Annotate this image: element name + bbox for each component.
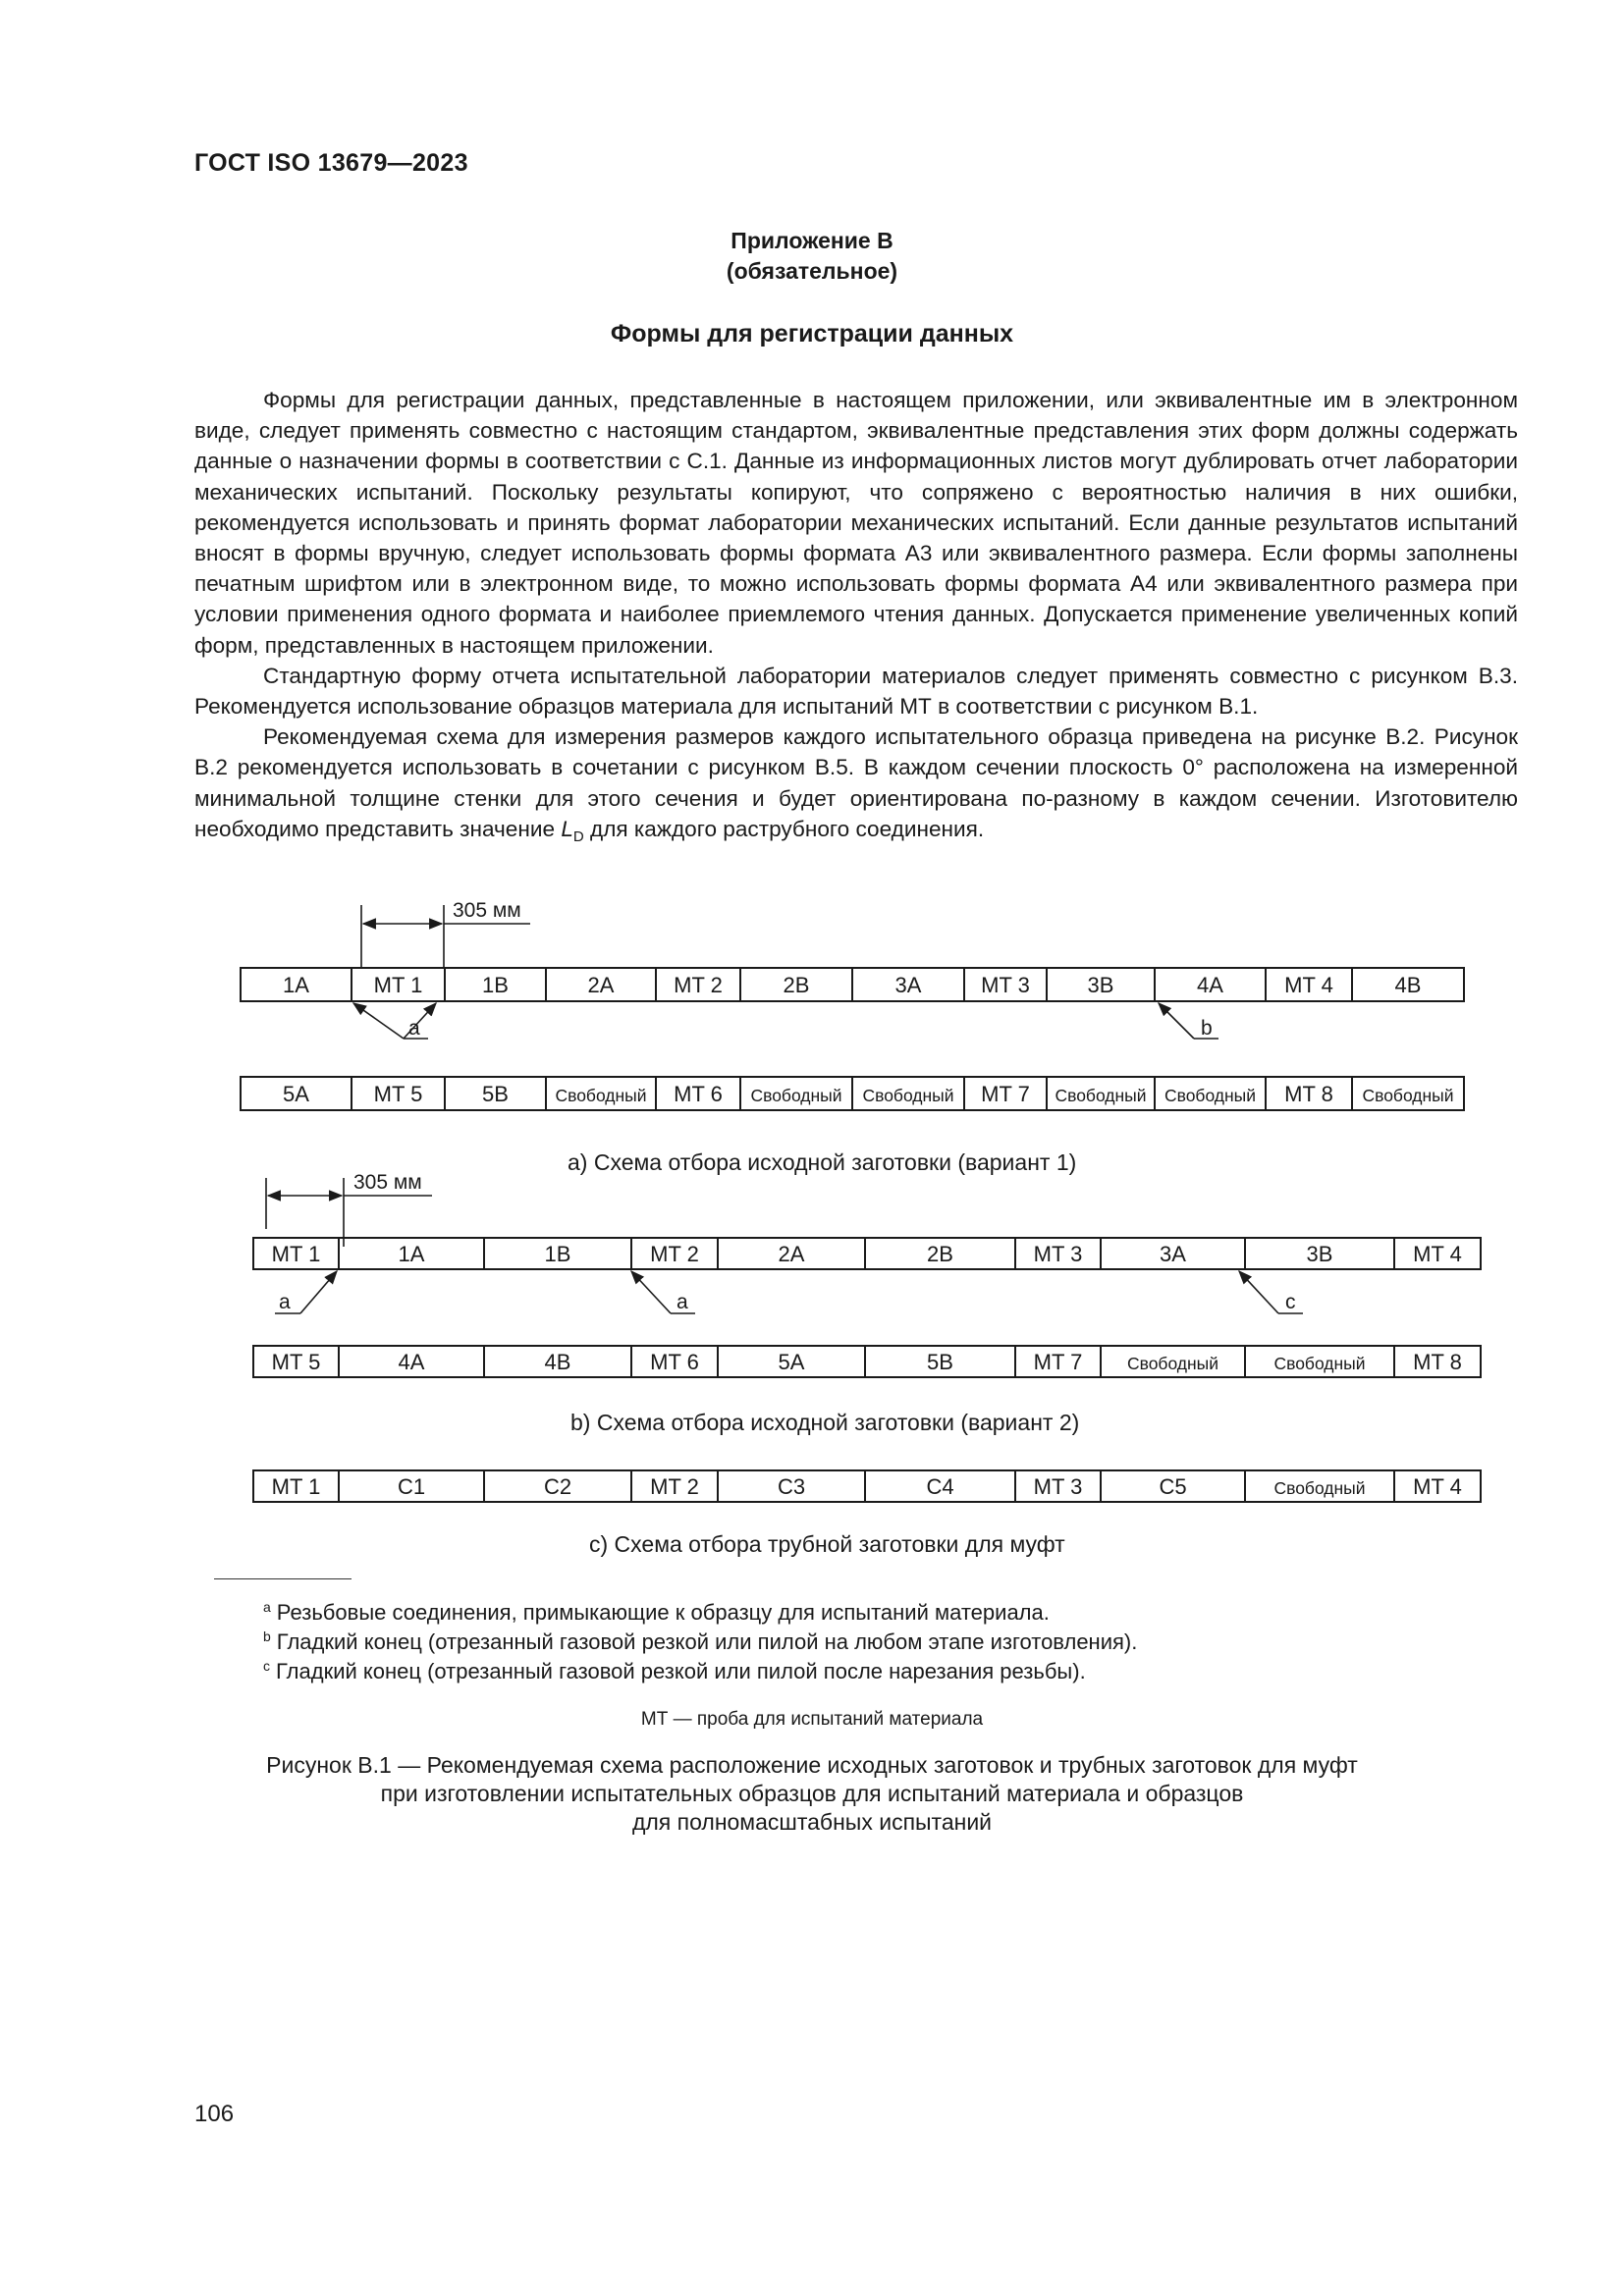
- cell-label: 2A: [778, 1242, 805, 1266]
- caption-variant-1: а) Схема отбора исходной заготовки (вариант 1): [568, 1149, 1077, 1175]
- paragraph-2: Стандартную форму отчета испытательной лаборатории материалов следует применять совместно с рисунком В.3. Рекомендуется использование образцов материала для испытаний МТ в соответствии с рисунком В.1.: [194, 663, 1518, 720]
- cell-label: 4A: [1197, 973, 1223, 997]
- cell-label: 4B: [544, 1350, 571, 1374]
- strip-row-3: [253, 1238, 1481, 1269]
- cell-label: Свободный: [1273, 1478, 1366, 1498]
- cell-label: 3A: [1160, 1242, 1186, 1266]
- marker-c-row3: c: [1285, 1291, 1296, 1313]
- marker-a-row1: a: [408, 1017, 420, 1040]
- cell-label: 5B: [927, 1350, 953, 1374]
- strip-row-2: [241, 1077, 1464, 1110]
- cell-label: C1: [397, 1474, 426, 1499]
- cell-label: 3B: [1087, 973, 1114, 997]
- caption-variant-2: b) Схема отбора исходной заготовки (вариант 2): [570, 1410, 1080, 1435]
- strip-row-4: [253, 1346, 1481, 1377]
- cell-label: 1A: [398, 1242, 425, 1266]
- footnote-b: $^b$ Гладкий конец (отрезанный газовой резкой или пилой на любом этапе изготовления).: [263, 1629, 1138, 1654]
- cell-label: MT 8: [1284, 1082, 1333, 1106]
- dimension-label-2: 305 мм: [353, 1171, 422, 1194]
- document-header: ГОСТ ISO 13679—2023: [194, 149, 468, 177]
- strip-row-1: [241, 968, 1464, 1001]
- cell-label: MT 1: [373, 973, 423, 997]
- paragraph-1: Формы для регистрации данных, представленные в настоящем приложении, или эквивалентные им в электронном виде, следует применять совместно с настоящим стандартом, эквивалентные представления этих форм должны содержать данные о назначении формы в соответствии с С.1. Данные из информационных листов могут дублировать отчет лаборатории механических испытаний. Поскольку результаты копируют, что сопряжено с вероятностью наличия в них ошибки, рекомендуется использовать и принять формат лаборатории механических испытаний. Если данные результатов испытаний вносят в формы вручную, следует использовать формы формата А3 или эквивалентного размера. Если формы заполнены печатным шрифтом или в электронном виде, то можно использовать формы формата А4 или эквивалентного размера при условии применения одного формата и наиболее приемлемого чтения данных. Допускается применение увеличенных копий форм, представленных в настоящем приложении.: [194, 388, 1518, 658]
- section-title: Формы для регистрации данных: [610, 320, 1014, 347]
- cell-label: MT 5: [373, 1082, 423, 1106]
- cell-label: MT 7: [981, 1082, 1030, 1106]
- cell-label: 2A: [587, 973, 615, 997]
- marker-a-row3-left: a: [279, 1291, 291, 1313]
- dimension-label-1: 305 мм: [453, 899, 521, 922]
- cell-label: MT 1: [271, 1474, 321, 1499]
- cell-label: MT 2: [674, 973, 723, 997]
- figure-caption-line3: для полномасштабных испытаний: [631, 1809, 993, 1835]
- footnote-c: $^c$ Гладкий конец (отрезанный газовой резкой или пилой после нарезания резьбы).: [263, 1658, 1086, 1683]
- cell-label: MT 4: [1284, 973, 1333, 997]
- cell-label: 2B: [927, 1242, 953, 1266]
- marker-a-row3-mid: a: [677, 1291, 688, 1313]
- cell-label: Свободный: [1126, 1354, 1219, 1373]
- ld-symbol: L: [561, 816, 573, 841]
- cell-label: 1B: [482, 973, 509, 997]
- figure-caption: [0, 1751, 1624, 1837]
- figure-caption-line1: Рисунок В.1 — Рекомендуемая схема расположение исходных заготовок и трубных заготовок для муфт: [266, 1752, 1358, 1778]
- footnote-separator: [214, 1578, 352, 1579]
- cell-label: 5A: [283, 1082, 309, 1106]
- page-number: 106: [194, 2101, 235, 2127]
- cell-label: MT 3: [1033, 1474, 1083, 1499]
- cell-label: MT 6: [674, 1082, 723, 1106]
- cell-label: C4: [926, 1474, 954, 1499]
- cell-label: Свободный: [1055, 1086, 1147, 1105]
- paragraph-3-main: Рекомендуемая схема для измерения размеров каждого испытательного образца приведена на рисунке В.2. Рисунок В.2 рекомендуется использовать в сочетании с рисунком В.5. В каждом сечении плоскость 0° расположена на измеренной минимальной толщине стенки для этого сечения и будет ориентирована по-разному в каждом сечении. Изготовителю необходимо представить значение: [194, 724, 1518, 841]
- cell-label: MT 4: [1413, 1242, 1462, 1266]
- legend-mt: МТ — проба для испытаний материала: [640, 1709, 984, 1730]
- ld-subscript: D: [572, 828, 584, 845]
- cell-label: Свободный: [1164, 1086, 1257, 1105]
- leaders-row-3: [275, 1271, 1303, 1313]
- cell-label: Свободный: [555, 1086, 647, 1105]
- cell-label: MT 5: [271, 1350, 321, 1374]
- cell-label: C3: [777, 1474, 806, 1499]
- paragraph-3-tail: для каждого раструбного соединения.: [590, 816, 985, 841]
- cell-label: Свободный: [750, 1086, 842, 1105]
- cell-label: MT 3: [1033, 1242, 1083, 1266]
- cell-label: MT 4: [1413, 1474, 1462, 1499]
- cell-label: Свободный: [1273, 1354, 1366, 1373]
- appendix-subtitle: (обязательное): [726, 258, 898, 284]
- cell-label: C2: [543, 1474, 572, 1499]
- caption-variant-3: с) Схема отбора трубной заготовки для муфт: [589, 1531, 1065, 1557]
- cell-label: MT 2: [650, 1474, 699, 1499]
- cell-label: 1B: [544, 1242, 571, 1266]
- cell-label: 5B: [482, 1082, 509, 1106]
- cell-label: 3B: [1306, 1242, 1333, 1266]
- cell-label: 2B: [783, 973, 810, 997]
- cell-label: MT 1: [271, 1242, 321, 1266]
- cell-label: MT 2: [650, 1242, 699, 1266]
- cell-label: 5A: [778, 1350, 805, 1374]
- cell-label: MT 8: [1413, 1350, 1462, 1374]
- cell-label: C5: [1159, 1474, 1187, 1499]
- cell-label: 4B: [1394, 973, 1422, 997]
- cell-label: 1A: [283, 973, 309, 997]
- cell-label: 4A: [398, 1350, 425, 1374]
- strip-row-5: [253, 1470, 1481, 1502]
- cell-label: 3A: [894, 973, 922, 997]
- footnote-a: $^a$ Резьбовые соединения, примыкающие к образцу для испытаний материала.: [263, 1599, 1050, 1625]
- cell-label: Свободный: [862, 1086, 954, 1105]
- cell-label: MT 3: [981, 973, 1030, 997]
- marker-b-row1: b: [1201, 1017, 1213, 1040]
- cell-label: MT 7: [1033, 1350, 1083, 1374]
- leaders-row-1: [353, 1003, 1218, 1039]
- appendix-title: Приложение В: [731, 228, 893, 253]
- cell-label: Свободный: [1362, 1086, 1454, 1105]
- figure-caption-line2: при изготовлении испытательных образцов для испытаний материала и образцов: [380, 1781, 1244, 1806]
- cell-label: MT 6: [650, 1350, 699, 1374]
